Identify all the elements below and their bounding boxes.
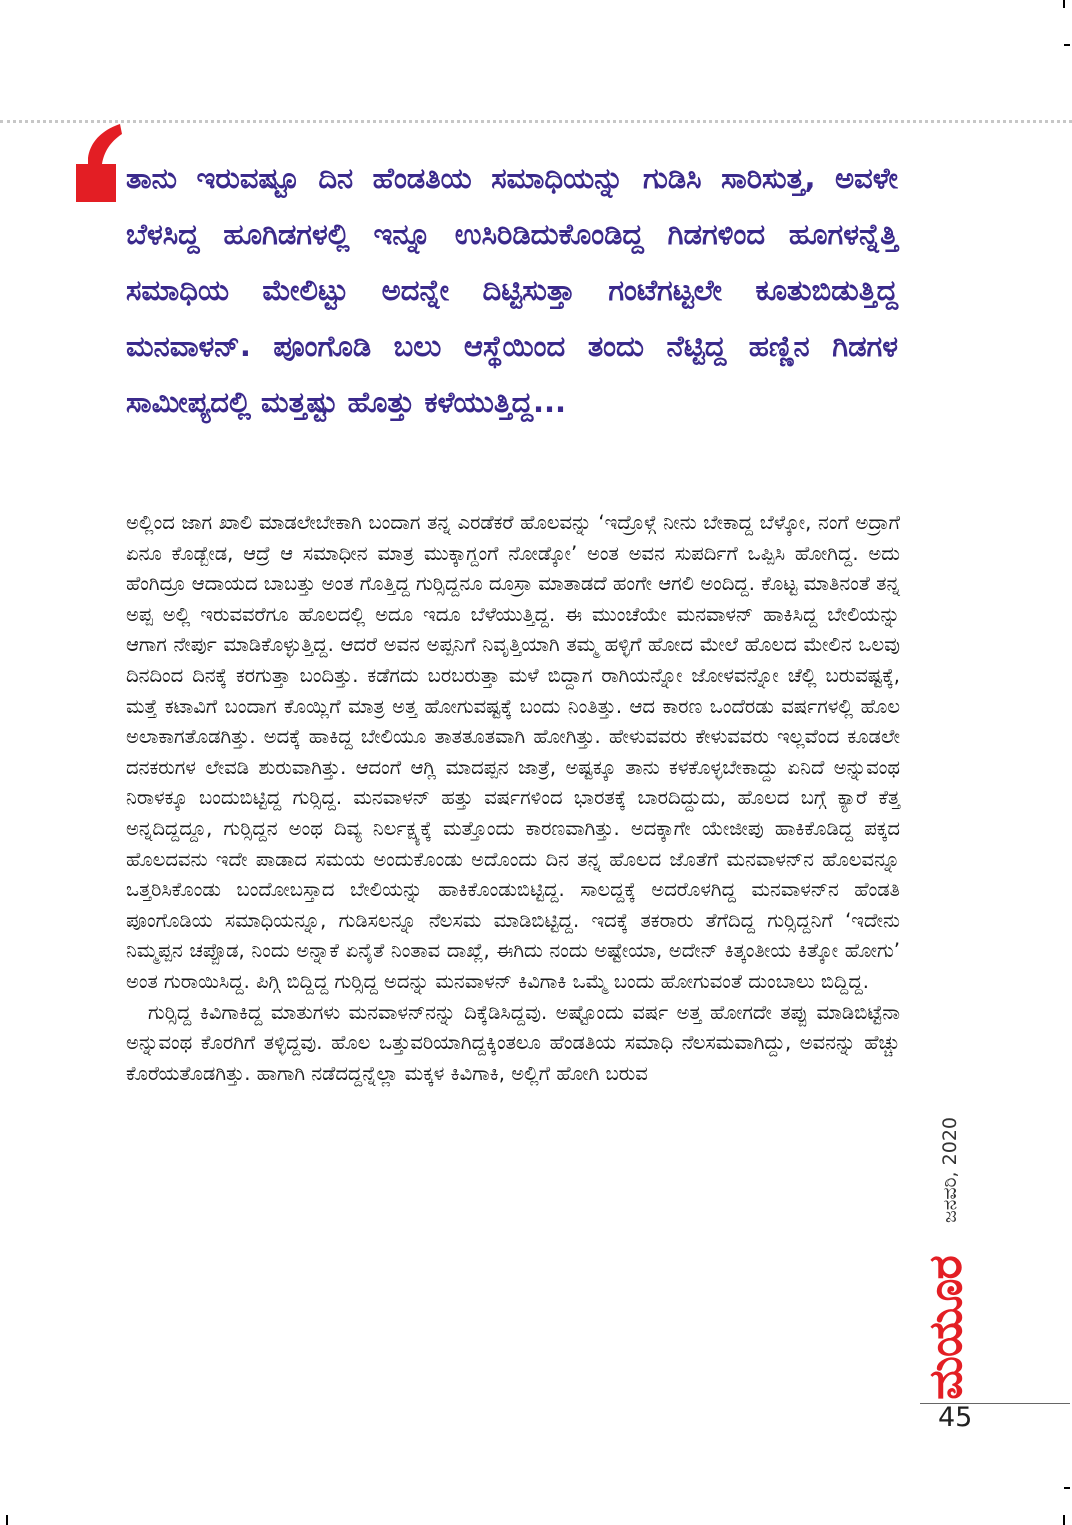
magazine-logo: ಮಯೂರ	[918, 1256, 972, 1400]
quote-mark-icon	[76, 124, 122, 202]
crop-mark-bottom-right	[1063, 1515, 1065, 1525]
crop-mark-bottom-left	[6, 1515, 8, 1525]
article-body	[126, 508, 900, 1089]
crop-mark-right-top	[1064, 44, 1070, 46]
article-paragraph: ಅಲ್ಲಿಂದ ಜಾಗ ಖಾಲಿ ಮಾಡಲೇಬೇಕಾಗಿ ಬಂದಾಗ ತನ್ನ ಎರಡೆಕರೆ ಹೊಲವನ್ನು ‘ಇದ್ರೊಳ್ಗೆ ನೀನು ಬೇಕಾದ್ದ ಬೆಳ್ಕೋ, ನಂಗೆ ಅದ್ರಾಗೆ ಏನೂ ಕೊಡ್ಬೇಡ, ಆದ್ರೆ ಆ ಸಮಾಧೀನ ಮಾತ್ರ ಮುಕ್ಕಾಗ್ದಂಗೆ ನೋಡ್ಕೋ’ ಅಂತ ಅವನ ಸುಪರ್ದಿಗೆ ಒಪ್ಪಿಸಿ ಹೋಗಿದ್ದ. ಅದು ಹೆಂಗಿದ್ರೂ ಆದಾಯದ ಬಾಬತ್ತು ಅಂತ ಗೊತ್ತಿದ್ದ ಗುರ್‍ಸಿದ್ದನೂ ದೂಸ್ರಾ ಮಾತಾಡದೆ ಹಂಗೇ ಆಗಲಿ ಅಂದಿದ್ದ. ಕೊಟ್ಟ ಮಾತಿನಂತೆ ತನ್ನ ಅಪ್ಪ ಅಲ್ಲಿ ಇರುವವರೆಗೂ ಹೊಲದಲ್ಲಿ ಅದೂ ಇದೂ ಬೆಳೆಯುತ್ತಿದ್ದ. ಈ ಮುಂಚೆಯೇ ಮನವಾಳನ್ ಹಾಕಿಸಿದ್ದ ಬೇಲಿಯನ್ನು ಆಗಾಗ ನೇರ್ಪು ಮಾಡಿಕೊಳ್ಳುತ್ತಿದ್ದ. ಆದರೆ ಅವನ ಅಪ್ಪನಿಗೆ ನಿವೃತ್ತಿಯಾಗಿ ತಮ್ಮ ಹಳ್ಳಿಗೆ ಹೋದ ಮೇಲೆ ಹೊಲದ ಮೇಲಿನ ಒಲವು ದಿನದಿಂದ ದಿನಕ್ಕೆ ಕರಗುತ್ತಾ ಬಂದಿತ್ತು. ಕಡೆಗದು ಬರಬರುತ್ತಾ ಮಳೆ ಬಿದ್ದಾಗ ರಾಗಿಯನ್ನೋ ಜೋಳವನ್ನೋ ಚೆಲ್ಲಿ ಬರುವಷ್ಟಕ್ಕೆ, ಮತ್ತೆ ಕಟಾವಿಗೆ ಬಂದಾಗ ಕೊಯ್ಲಿಗೆ ಮಾತ್ರ ಅತ್ತ ಹೋಗುವಷ್ಟಕ್ಕೆ ಬಂದು ನಿಂತಿತ್ತು. ಆದ ಕಾರಣ ಒಂದೆರಡು ವರ್ಷಗಳಲ್ಲಿ ಹೊಲ ಅಲಾಕಾಗತೊಡಗಿತ್ತು. ಅದಕ್ಕೆ ಹಾಕಿದ್ದ ಬೇಲಿಯೂ ತಾತತೂತವಾಗಿ ಹೋಗಿತ್ತು. ಹೇಳುವವರು ಕೇಳುವವರು ಇಲ್ಲವೆಂದ ಕೂಡಲೇ ದನಕರುಗಳ ಲೇವಡಿ ಶುರುವಾಗಿತ್ತು. ಆದಂಗೆ ಆಗ್ಲಿ ಮಾದಪ್ಪನ ಜಾತ್ರೆ, ಅಷ್ಟಕ್ಕೂ ತಾನು ಕಳಕೊಳ್ಳಬೇಕಾದ್ದು ಏನಿದೆ ಅನ್ನುವಂಥ ನಿರಾಳಕ್ಕೂ ಬಂದುಬಿಟ್ಟಿದ್ದ ಗುರ್‍ಸಿದ್ದ. ಮನವಾಳನ್ ಹತ್ತು ವರ್ಷಗಳಿಂದ ಭಾರತಕ್ಕೆ ಬಾರದಿದ್ದುದು, ಹೊಲದ ಬಗ್ಗೆ ಕ್ಯಾರೆ ಕೆತ್ತ ಅನ್ನದಿದ್ದದ್ದೂ, ಗುರ್‍ಸಿದ್ದನ ಅಂಥ ದಿವ್ಯ ನಿರ್ಲಕ್ಷ್ಯಕ್ಕೆ ಮತ್ತೊಂದು ಕಾರಣವಾಗಿತ್ತು. ಅದಕ್ಕಾಗೇ ಯೇಜೀಪು ಹಾಕಿಕೊಡಿದ್ದ ಪಕ್ಕದ ಹೊಲದವನು ಇದೇ ಪಾಡಾದ ಸಮಯ ಅಂದುಕೊಂಡು ಅದೊಂದು ದಿನ ತನ್ನ ಹೊಲದ ಜೊತೆಗೆ ಮನವಾಳನ್‌ನ ಹೊಲವನ್ನೂ ಒತ್ತರಿಸಿಕೊಂಡು ಬಂದೋಬಸ್ತಾದ ಬೇಲಿಯನ್ನು ಹಾಕಿಕೊಂಡುಬಿಟ್ಟಿದ್ದ. ಸಾಲದ್ದಕ್ಕೆ ಅದರೊಳಗಿದ್ದ ಮನವಾಳನ್‌ನ ಹೆಂಡತಿ ಪೂಂಗೊಡಿಯ ಸಮಾಧಿಯನ್ನೂ, ಗುಡಿಸಲನ್ನೂ ನೆಲಸಮ ಮಾಡಿಬಿಟ್ಟಿದ್ದ. ಇದಕ್ಕೆ ತಕರಾರು ತೆಗೆದಿದ್ದ ಗುರ್‍ಸಿದ್ದನಿಗೆ ‘ಇದೇನು ನಿಮ್ಮಪ್ಪನ ಚಪ್ಪೊಡ, ನಿಂದು ಅನ್ನಾಕೆ ಏನೈತೆ ನಿಂತಾವ ದಾಖ್ಲೆ, ಈಗಿದು ನಂದು ಅಷ್ಟೇಯಾ, ಅದೇನ್ ಕಿತ್ಕಂತೀಯ ಕಿತ್ಕೋ ಹೋಗು’ ಅಂತ ಗುರಾಯಿಸಿದ್ದ. ಪಿಗ್ಗಿ ಬಿದ್ದಿದ್ದ ಗುರ್‍ಸಿದ್ದ ಅದನ್ನು ಮನವಾಳನ್ ಕಿವಿಗಾಕಿ ಒಮ್ಮೆ ಬಂದು ಹೋಗುವಂತೆ ದುಂಬಾಲು ಬಿದ್ದಿದ್ದ.	[126, 511, 900, 993]
crop-mark-right-bottom	[1064, 1487, 1070, 1489]
dotted-separator	[0, 120, 1072, 123]
crop-mark-top	[1063, 0, 1065, 8]
issue-date: ಜನವರಿ, 2020	[939, 1117, 961, 1223]
page-number: 45	[938, 1402, 973, 1433]
pull-quote: ತಾನು ಇರುವಷ್ಟೂ ದಿನ ಹೆಂಡತಿಯ ಸಮಾಧಿಯನ್ನು ಗುಡಿಸಿ ಸಾರಿಸುತ್ತ, ಅವಳೇ ಬೆಳಸಿದ್ದ ಹೂಗಿಡಗಳಲ್ಲಿ ಇನ್ನೂ ಉಸಿರಿಡಿದುಕೊಂಡಿದ್ದ ಗಿಡಗಳಿಂದ ಹೂಗಳನ್ನೆತ್ತಿ ಸಮಾಧಿಯ ಮೇಲಿಟ್ಟು ಅದನ್ನೇ ದಿಟ್ಟಿಸುತ್ತಾ ಗಂಟೆಗಟ್ಟಲೇ ಕೂತುಬಿಡುತ್ತಿದ್ದ ಮನವಾಳನ್. ಪೂಂಗೊಡಿ ಬಲು ಆಸ್ಥೆಯಿಂದ ತಂದು ನೆಟ್ಟಿದ್ದ ಹಣ್ಣಿನ ಗಿಡಗಳ ಸಾಮೀಪ್ಯದಲ್ಲಿ ಮತ್ತಷ್ಟು ಹೊತ್ತು ಕಳೆಯುತ್ತಿದ್ದ...	[126, 161, 898, 419]
article-paragraph: ಗುರ್‍ಸಿದ್ದ ಕಿವಿಗಾಕಿದ್ದ ಮಾತುಗಳು ಮನವಾಳನ್‌ನನ್ನು ದಿಕ್ಕೆಡಿಸಿದ್ದವು. ಅಷ್ಟೊಂದು ವರ್ಷ ಅತ್ತ ಹೋಗದೇ ತಪ್ಪು ಮಾಡಿಬಿಟ್ಟೆನಾ ಅನ್ನುವಂಥ ಕೊರಗಿಗೆ ತಳ್ಳಿದ್ದವು. ಹೊಲ ಒತ್ತುವರಿಯಾಗಿದ್ದಕ್ಕಿಂತಲೂ ಹೆಂಡತಿಯ ಸಮಾಧಿ ನೆಲಸಮವಾಗಿದ್ದು, ಅವನನ್ನು ಹೆಚ್ಚು ಕೊರೆಯತೊಡಗಿತ್ತು. ಹಾಗಾಗಿ ನಡೆದದ್ದನ್ನೆಲ್ಲಾ ಮಕ್ಕಳ ಕಿವಿಗಾಕಿ, ಅಲ್ಲಿಗೆ ಹೋಗಿ ಬರುವ	[126, 1000, 900, 1085]
